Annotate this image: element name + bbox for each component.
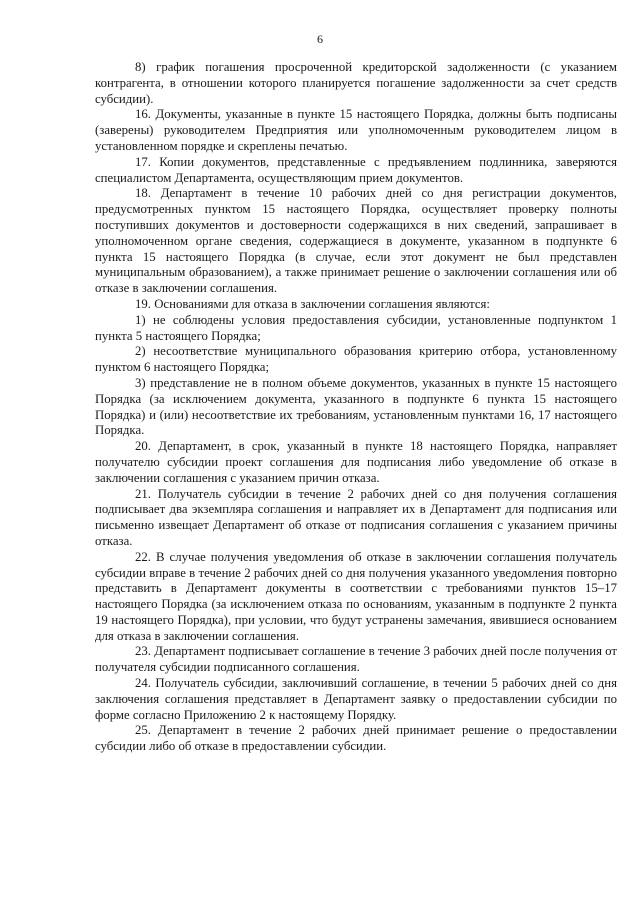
paragraph-16: 16. Документы, указанные в пункте 15 настоящего Порядка, должны быть подписаны (заверены) руководителем Предприятия или уполномоченным руководителем лицом в установленном порядке и скреплены печатью. bbox=[95, 107, 617, 153]
document-body bbox=[95, 60, 617, 755]
paragraph-8-subitem: 8) график погашения просроченной кредиторской задолженности (с указанием контрагента, в отношении которого планируется погашение задолженности за счет средств субсидии). bbox=[95, 60, 617, 106]
paragraph-23: 23. Департамент подписывает соглашение в течение 3 рабочих дней после получения от получателя субсидии подписанного соглашения. bbox=[95, 644, 617, 675]
paragraph-19-subitem-1: 1) не соблюдены условия предоставления субсидии, установленные подпунктом 1 пункта 5 настоящего Порядка; bbox=[95, 312, 617, 343]
paragraph-19: 19. Основаниями для отказа в заключении соглашения являются: bbox=[135, 296, 490, 311]
paragraph-21: 21. Получатель субсидии в течение 2 рабочих дней со дня получения соглашения подписывает два экземпляра соглашения и направляет их в Департамент для подписания или письменно извещает Департамент об отказе от подписания соглашения с указанием причины отказа. bbox=[95, 486, 617, 548]
paragraph-22: 22. В случае получения уведомления об отказе в заключении соглашения получатель субсидии вправе в течение 2 рабочих дней со дня получения указанного уведомления повторно представить в Департамент документы в соответствии с требованиями пунктов 15–17 настоящего Порядка (за исключением отказа по основаниям, указанным в подпункте 2 пункта 19 настоящего Порядка), при условии, что будут устранены замечания, явившиеся основанием для отказа в заключении соглашения. bbox=[95, 549, 617, 643]
paragraph-24: 24. Получатель субсидии, заключивший соглашение, в течении 5 рабочих дней со дня заключения соглашения представляет в Департамент заявку о предоставлении субсидии по форме согласно Приложению 2 к настоящему Порядку. bbox=[95, 676, 617, 722]
paragraph-25: 25. Департамент в течение 2 рабочих дней принимает решение о предоставлении субсидии либо об отказе в предоставлении субсидии. bbox=[95, 723, 617, 754]
paragraph-19-subitem-2: 2) несоответствие муниципального образования критерию отбора, установленному пунктом 6 настоящего Порядка; bbox=[95, 344, 617, 375]
paragraph-18: 18. Департамент в течение 10 рабочих дней со дня регистрации документов, предусмотренных пунктом 15 настоящего Порядка, осуществляет проверку полноты поступивших документов и достоверности содержащихся в них сведений, запрашивает в уполномоченном органе сведения, содержащиеся в документе, указанном в подпункте 6 пункта 15 настоящего Порядка (в случае, если этот документ не был представлен муниципальным образованием), а также принимает решение о заключении соглашения или об отказе в заключении соглашения. bbox=[95, 186, 617, 296]
page-number: 6 bbox=[317, 32, 323, 46]
paragraph-17: 17. Копии документов, представленные с предъявлением подлинника, заверяются специалистом Департамента, осуществляющим прием документов. bbox=[95, 154, 617, 185]
paragraph-20: 20. Департамент, в срок, указанный в пункте 18 настоящего Порядка, направляет получателю субсидии проект соглашения для подписания либо уведомление об отказе в заключении соглашения с указанием причин отказа. bbox=[95, 439, 617, 485]
paragraph-19-subitem-3: 3) представление не в полном объеме документов, указанных в пункте 15 настоящего Порядка (за исключением документа, указанного в подпункте 6 пункта 15 настоящего Порядка) и (или) несоответствие их требованиям, установленным пунктами 16, 17 настоящего Порядка. bbox=[95, 375, 617, 438]
